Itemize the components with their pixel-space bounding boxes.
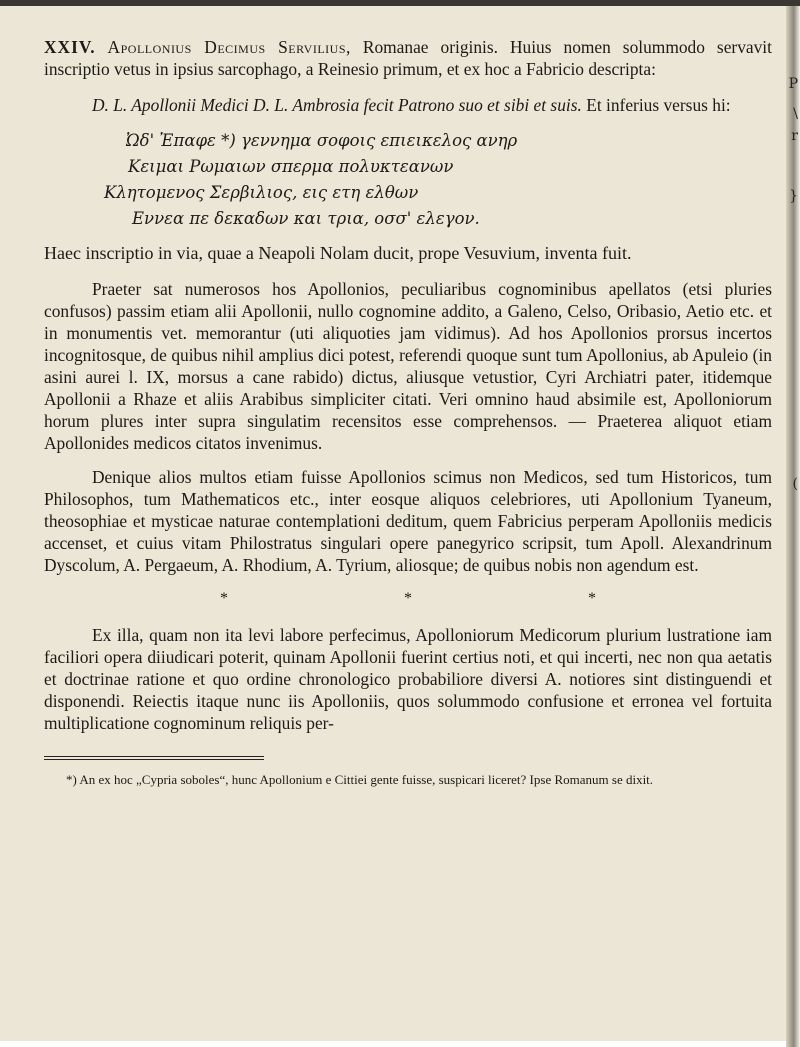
footnote: *) An ex hoc „Cypria soboles“, hunc Apollonium e Cittiei gente fuisse, suspicari liceret? Ipse Romanum se dixit. xyxy=(66,772,654,787)
divider-star: * xyxy=(588,590,596,607)
page-right-edge xyxy=(786,6,800,1047)
divider-star: * xyxy=(220,590,228,607)
paragraph-conclusion: Ex illa, quam non ita levi labore perfecimus, Apolloniorum Medicorum plurium lustratione iam faciliori opera diiudicari poterit, quinam Apollonii fuerint certius noti, et qui incerti, nec non qua aetatis et doctrinae ratione et quo ordine chronologico probabiliore diversi A. notiores sint distinguendi et disponendi. Reiectis itaque nunc iis Apolloniis, quos solummodo confusione et erronea vel fortuita multiplicatione cognominum reliquis per- xyxy=(44,625,772,733)
inscription-paragraph xyxy=(44,94,772,116)
footnote-rule xyxy=(44,756,264,760)
entry-intro: Romanae originis. Huius nomen solummodo servavit inscriptio vetus in ipsius sarcophago, a Reinesio primum, et ex hoc a Fabricio descripta: xyxy=(44,37,772,79)
entry-number: XXIV. xyxy=(44,37,96,57)
inscription-followup: Et inferius versus hi: xyxy=(586,95,731,115)
edge-mark: } xyxy=(789,188,798,204)
findspot-paragraph: Haec inscriptio in via, quae a Neapoli Nolam ducit, prope Vesuvium, inventa fuit. xyxy=(44,243,632,263)
section-divider-stars xyxy=(44,588,772,610)
divider-star: * xyxy=(404,590,412,607)
greek-verse-line: Ὠδ' Ἐπαφε *) γεννημα σοφοις επιεικελος ανηρ xyxy=(126,131,518,150)
latin-inscription: D. L. Apollonii Medici D. L. Ambrosia fecit Patrono suo et sibi et suis. xyxy=(92,95,582,115)
paragraph-other-apollonii: Praeter sat numerosos hos Apollonios, peculiaribus cognominibus apellatos (etsi pluries confusos) passim etiam alii Apollonii, nullo cognomine addito, a Galeno, Celso, Oribasio, Aetio etc. et in monumentis vet. memorantur (uti aliquoties jam vidimus). Ad hos Apollonios prorsus incertos incognitosque, de quibus nihil amplius dici potest, referendi quoque sunt tum Apollonius, ab Apuleio (in asini aurei l. IX, morsus a cane rabido) dictus, aliusque vetustior, Cyri Archiatri pater, itidemque Apollonii a Rhaze et aliis Arabibus simpliciter citati. Veri omnino haud absimile est, Apolloniorum horum plures inter supra singulatim recensitos esse comprehensos. — Praeterea aliquot etiam Apollonides medicos citatos invenimus. xyxy=(44,279,772,453)
page-text xyxy=(44,36,772,801)
entry-name: Apollonius Decimus Servilius, xyxy=(107,37,351,57)
paragraph-non-medical-apollonii: Denique alios multos etiam fuisse Apollonios scimus non Medicos, sed tum Historicos, tum Philosophos, tum Mathematicos etc., inter eosque aliquos celebriores, uti Apollonium Tyaneum, theosophiae et mysticae naturae contemplationi deditum, quem Fabricius perperam Apolloniis medicis accenset, et cuius vitam Philostratus singulari opere panegyrico scripsit, tum Apoll. Alexandrinum Dyscolum, A. Pergaeum, A. Rhodium, A. Tyrium, aliosque; de quibus nobis non agendum est. xyxy=(44,467,772,575)
edge-mark: \ xyxy=(793,106,798,122)
edge-mark: r xyxy=(791,128,798,144)
greek-verse-line: Κειμαι Ρωμαιων σπερμα πολυκτεανων xyxy=(128,157,454,176)
greek-verses xyxy=(44,128,772,232)
greek-verse-line: Κλητομενος Σερβιλιος, εις ετη ελθων xyxy=(104,183,419,202)
entry-heading xyxy=(44,36,772,80)
edge-mark: ( xyxy=(792,476,798,492)
greek-verse-line: Εννεα πε δεκαδων και τρια, οσσ' ελεγον. xyxy=(132,209,480,228)
edge-mark: P xyxy=(788,76,798,92)
